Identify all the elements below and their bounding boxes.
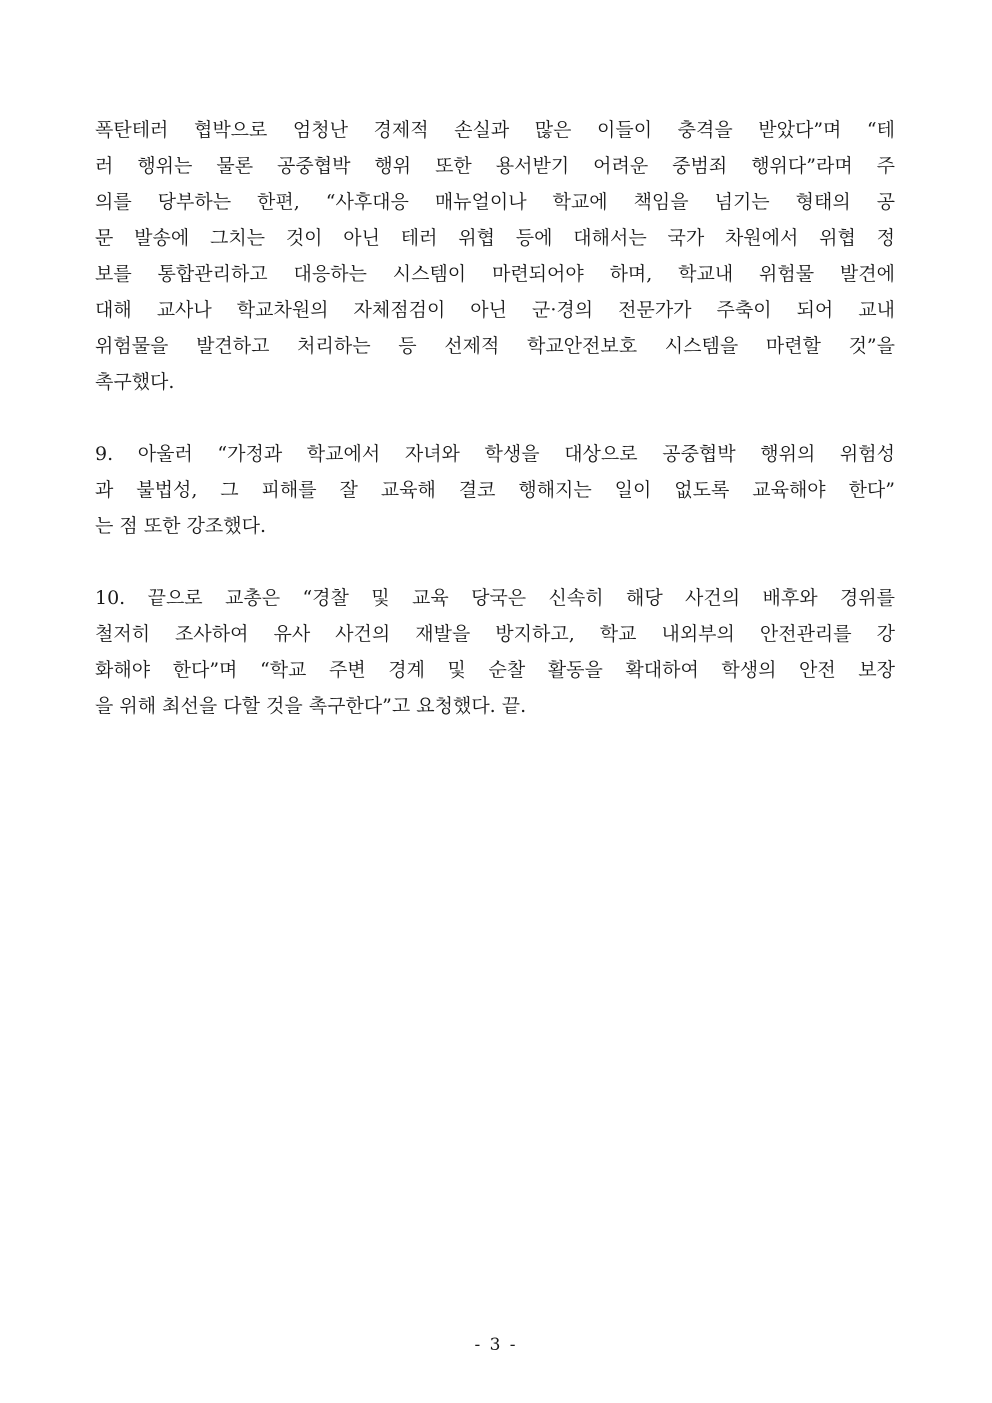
text-line: 과 불법성, 그 피해를 잘 교육해 결코 행해지는 일이 없도록 교육해야 한다” xyxy=(95,479,895,501)
text-line: 대해 교사나 학교차원의 자체점검이 아닌 군·경의 전문가가 주축이 되어 교내 xyxy=(95,299,895,321)
page-number: - 3 - xyxy=(474,1335,518,1355)
text-line: 의를 당부하는 한편, “사후대응 매뉴얼이나 학교에 책임을 넘기는 형태의 공 xyxy=(95,191,895,213)
text-line: 러 행위는 물론 공중협박 행위 또한 용서받기 어려운 중범죄 행위다”라며 주 xyxy=(95,155,895,177)
paragraph-continuation xyxy=(95,112,895,400)
paragraph-item-9 xyxy=(95,436,895,544)
document-body xyxy=(95,112,895,760)
text-line: 을 위해 최선을 다할 것을 촉구한다”고 요청했다. 끝. xyxy=(95,695,527,717)
text-line: 폭탄테러 협박으로 엄청난 경제적 손실과 많은 이들이 충격을 받았다”며 “테 xyxy=(95,119,895,141)
text-line: 문 발송에 그치는 것이 아닌 테러 위협 등에 대해서는 국가 차원에서 위협 정 xyxy=(95,227,895,249)
text-line: 촉구했다. xyxy=(95,371,175,393)
text-line: 는 점 또한 강조했다. xyxy=(95,515,266,537)
text-line: 10. 끝으로 교총은 “경찰 및 교육 당국은 신속히 해당 사건의 배후와 경위를 xyxy=(95,587,895,609)
text-line: 위험물을 발견하고 처리하는 등 선제적 학교안전보호 시스템을 마련할 것”을 xyxy=(95,335,895,357)
text-line: 화해야 한다”며 “학교 주변 경계 및 순찰 활동을 확대하여 학생의 안전 보장 xyxy=(95,659,895,681)
text-line: 9. 아울러 “가정과 학교에서 자녀와 학생을 대상으로 공중협박 행위의 위험성 xyxy=(95,443,895,465)
text-line: 보를 통합관리하고 대응하는 시스템이 마련되어야 하며, 학교내 위험물 발견에 xyxy=(95,263,895,285)
text-line: 철저히 조사하여 유사 사건의 재발을 방지하고, 학교 내외부의 안전관리를 강 xyxy=(95,623,895,645)
paragraph-item-10 xyxy=(95,580,895,724)
